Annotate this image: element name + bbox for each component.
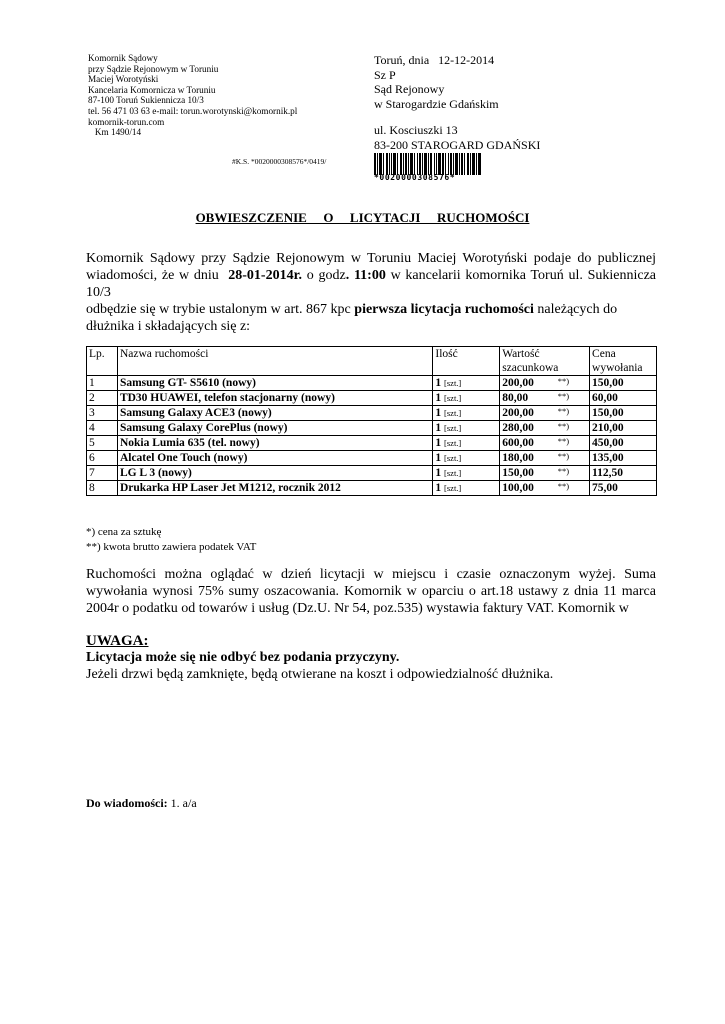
qty-value: 1	[435, 467, 442, 479]
cell-price: 112,50	[590, 466, 657, 481]
recipient-line: Sąd Rejonowy	[374, 82, 445, 96]
cell-value	[500, 376, 590, 391]
cell-value	[500, 481, 590, 496]
header-value	[500, 347, 590, 376]
table-body	[87, 376, 657, 496]
qty-unit: [szt.]	[444, 483, 462, 493]
sender-line: Maciej Worotyński	[88, 74, 159, 85]
notice-line-1: Licytacja może się nie odbyć bez podania przyczyny.	[86, 650, 400, 665]
recipient-line: Sz P	[374, 67, 396, 82]
value-wrap	[502, 451, 587, 465]
intro-text: o godz	[302, 268, 346, 283]
sender-line: przy Sądzie Rejonowym w Toruniu	[88, 63, 219, 74]
value-wrap	[502, 421, 587, 435]
value-wrap	[502, 391, 587, 405]
vat-mark: **)	[557, 466, 570, 476]
value-wrap	[502, 406, 587, 420]
header-price-line: Cena	[592, 348, 616, 360]
cell-price: 450,00	[590, 436, 657, 451]
sender-block	[88, 53, 297, 138]
intro-text: należących do dłużnika i składających się z:	[86, 302, 618, 334]
recipient-block	[374, 53, 540, 152]
table-row	[87, 406, 657, 421]
value-amount: 80,00	[502, 392, 529, 404]
qty-unit: [szt.]	[444, 423, 462, 433]
table-row	[87, 481, 657, 496]
table-row	[87, 451, 657, 466]
qty-unit: [szt.]	[444, 393, 462, 403]
cell-value	[500, 466, 590, 481]
value-wrap	[502, 481, 587, 495]
cell-value	[500, 421, 590, 436]
table-row	[87, 376, 657, 391]
intro-paragraph-2	[86, 301, 656, 335]
vat-mark: **)	[557, 421, 570, 431]
qty-value: 1	[435, 437, 442, 449]
qty-value: 1	[435, 392, 442, 404]
cell-price: 210,00	[590, 421, 657, 436]
table-row	[87, 466, 657, 481]
recipient-city: 83-200 STAROGARD GDAŃSKI	[374, 137, 541, 152]
value-amount: 150,00	[502, 467, 534, 479]
cell-value	[500, 406, 590, 421]
sender-line: Kancelaria Komornicza w Toruniu	[88, 84, 216, 95]
cell-qty	[433, 481, 500, 496]
notice-line-2: Jeżeli drzwi będą zamknięte, będą otwierane na koszt i odpowiedzialność dłużnika.	[86, 667, 554, 682]
vat-mark: **)	[557, 406, 570, 416]
qty-unit: [szt.]	[444, 468, 462, 478]
value-amount: 600,00	[502, 437, 534, 449]
cell-name: LG L 3 (nowy)	[117, 466, 432, 481]
vat-mark: **)	[557, 436, 570, 446]
value-amount: 200,00	[502, 407, 534, 419]
cell-qty	[433, 406, 500, 421]
place-date: Toruń, dnia 12-12-2014	[374, 53, 495, 67]
qty-unit: [szt.]	[444, 453, 462, 463]
value-amount: 280,00	[502, 422, 534, 434]
cell-value	[500, 451, 590, 466]
distribution-footer	[86, 796, 197, 811]
recipient-address	[374, 123, 540, 152]
header-value-line: szacunkowa	[502, 362, 559, 374]
header-price	[590, 347, 657, 376]
vat-mark: **)	[557, 391, 570, 401]
footnote: *) cena za sztukę	[86, 526, 162, 538]
table-header-row	[87, 347, 657, 376]
cell-lp: 4	[87, 421, 118, 436]
sender-line: 87-100 Toruń Sukiennicza 10/3	[88, 95, 204, 106]
cell-name: Samsung Galaxy CorePlus (nowy)	[117, 421, 432, 436]
auction-time: . 11:00	[345, 268, 386, 283]
recipient-line: w Starogardzie Gdańskim	[374, 96, 499, 111]
cell-lp: 5	[87, 436, 118, 451]
vat-mark: **)	[557, 481, 570, 491]
cell-qty	[433, 436, 500, 451]
qty-value: 1	[435, 407, 442, 419]
qty-value: 1	[435, 482, 442, 494]
value-wrap	[502, 466, 587, 480]
header-price-line: wywołania	[592, 362, 643, 374]
value-amount: 200,00	[502, 377, 534, 389]
cell-lp: 2	[87, 391, 118, 406]
qty-unit: [szt.]	[444, 378, 462, 388]
cell-qty	[433, 451, 500, 466]
header-lp: Lp.	[87, 347, 118, 376]
header-value-line: Wartość	[502, 348, 540, 360]
barcode-text: *0020000308576*	[374, 173, 456, 182]
value-amount: 100,00	[502, 482, 534, 494]
cell-price: 150,00	[590, 376, 657, 391]
cell-price: 75,00	[590, 481, 657, 496]
cell-price: 150,00	[590, 406, 657, 421]
intro-text: odbędzie się w trybie ustalonym w art. 867 kpc	[86, 302, 355, 317]
qty-unit: [szt.]	[444, 408, 462, 418]
intro-text: Komornik Sądowy przy Sądzie Rejonowym w Toruniu Maciej Worotyński podaje do publicznej wiadomości, że w dniu	[86, 251, 660, 283]
cell-qty	[433, 376, 500, 391]
table-row	[87, 391, 657, 406]
cell-value	[500, 391, 590, 406]
cell-qty	[433, 466, 500, 481]
sender-line: tel. 56 471 03 63 e-mail: torun.worotynski@komornik.pl	[88, 105, 298, 116]
qty-value: 1	[435, 422, 442, 434]
sender-line: komornik-torun.com	[88, 116, 165, 127]
distribution-label: Do wiadomości:	[86, 796, 168, 810]
value-wrap	[502, 376, 587, 390]
cell-price: 135,00	[590, 451, 657, 466]
footnote: **) kwota brutto zawiera podatek VAT	[86, 541, 257, 553]
barcode-image	[374, 153, 481, 175]
cell-value	[500, 436, 590, 451]
cell-name: Nokia Lumia 635 (tel. nowy)	[117, 436, 432, 451]
cell-name: TD30 HUAWEI, telefon stacjonarny (nowy)	[117, 391, 432, 406]
value-amount: 180,00	[502, 452, 534, 464]
table-row	[87, 421, 657, 436]
cell-lp: 6	[87, 451, 118, 466]
barcode-caption: #K.S. *0020000308576*/0419/	[232, 157, 327, 166]
notice-heading: UWAGA:	[86, 633, 149, 649]
vat-mark: **)	[557, 376, 570, 386]
qty-value: 1	[435, 452, 442, 464]
cell-qty	[433, 391, 500, 406]
cell-name: Samsung Galaxy ACE3 (nowy)	[117, 406, 432, 421]
auction-type: pierwsza licytacja ruchomości	[354, 302, 534, 317]
cell-name: Drukarka HP Laser Jet M1212, rocznik 2012	[117, 481, 432, 496]
header-qty: Ilość	[433, 347, 500, 376]
intro-paragraph	[86, 250, 660, 301]
footnotes	[86, 525, 256, 555]
intro-text: w kancelarii komornika Toruń ul. Sukiennicza 10/3	[86, 268, 656, 300]
cell-lp: 7	[87, 466, 118, 481]
cell-lp: 8	[87, 481, 118, 496]
distribution-value: 1. a/a	[167, 796, 197, 810]
header-name: Nazwa ruchomości	[117, 347, 432, 376]
cell-price: 60,00	[590, 391, 657, 406]
value-wrap	[502, 436, 587, 450]
cell-qty	[433, 421, 500, 436]
recipient-street: ul. Kosciuszki 13	[374, 123, 458, 137]
cell-name: Alcatel One Touch (nowy)	[117, 451, 432, 466]
cell-name: Samsung GT- S5610 (nowy)	[117, 376, 432, 391]
case-number: Km 1490/14	[88, 127, 142, 138]
table-row	[87, 436, 657, 451]
document-title: OBWIESZCZENIE O LICYTACJI RUCHOMOŚCI	[195, 210, 530, 225]
qty-unit: [szt.]	[444, 438, 462, 448]
sender-line: Komornik Sądowy	[88, 53, 158, 63]
viewing-paragraph: Ruchomości można oglądać w dzień licytacji w miejscu i czasie oznaczonym wyżej. Suma wywołania wynosi 75% sumy oszacowania. Komornik w oparciu o art.18 ustawy z dnia 11 marca 2004r o podatku od towarów i usług (Dz.U. Nr 54, poz.535) wystawia faktury VAT. Komornik w	[86, 567, 656, 616]
auction-date: 28-01-2014r.	[228, 268, 303, 283]
qty-value: 1	[435, 377, 442, 389]
items-table	[86, 346, 657, 496]
vat-mark: **)	[557, 451, 570, 461]
cell-lp: 1	[87, 376, 118, 391]
cell-lp: 3	[87, 406, 118, 421]
